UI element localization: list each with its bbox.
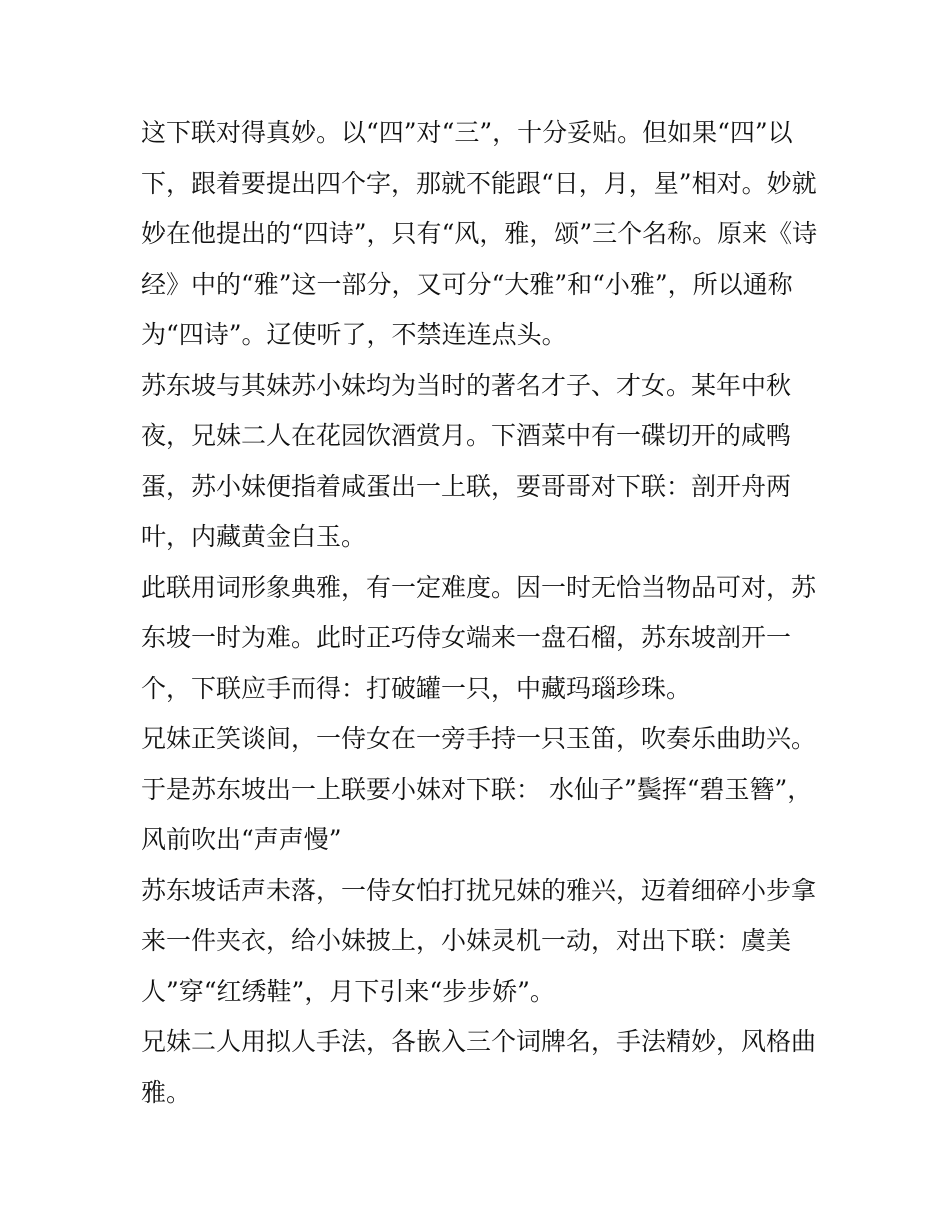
text-line: 兄妹二人用拟人手法，各嵌入三个词牌名，手法精妙，风格曲: [141, 1027, 817, 1056]
text-line: 风前吹出“声声慢”: [141, 825, 342, 854]
text-line: 东坡一时为难。此时正巧侍女端来一盘石榴，苏东坡剖开一: [141, 623, 792, 652]
text-line: 下，跟着要提出四个字，那就不能跟“日，月，星”相对。妙就: [141, 168, 817, 198]
text-line: 人”穿“红绣鞋”，月下引来“步步娇”。: [141, 976, 555, 1006]
body-text: [141, 108, 821, 1118]
text-line: 来一件夹衣，给小妹披上，小妹灵机一动，对出下联：虞美: [141, 926, 792, 955]
text-line: 兄妹正笑谈间，一侍女在一旁手持一只玉笛，吹奏乐曲助兴。: [141, 724, 817, 753]
text-line: 为“四诗”。辽使听了，不禁连连点头。: [141, 320, 567, 349]
text-line: 苏东坡话声未落，一侍女怕打扰兄妹的雅兴，迈着细碎小步拿: [141, 875, 817, 905]
text-line: 个，下联应手而得：打破罐一只，中藏玛瑙珍珠。: [141, 673, 692, 703]
text-line: 苏东坡与其妹苏小妹均为当时的著名才子、才女。某年中秋: [141, 370, 792, 400]
text-line: 夜，兄妹二人在花园饮酒赏月。下酒菜中有一碟切开的咸鸭: [141, 421, 792, 450]
text-line: 于是苏东坡出一上联要小妹对下联： 水仙子”鬓挥“碧玉簪”，: [141, 774, 813, 804]
text-line: 叶，内藏黄金白玉。: [141, 522, 367, 551]
text-line: 这下联对得真妙。以“四”对“三”，十分妥贴。但如果“四”以: [141, 118, 793, 147]
text-line: 经》中的“雅”这一部分，又可分“大雅”和“小雅”，所以通称: [141, 269, 793, 299]
text-line: 蛋，苏小妹便指着咸蛋出一上联，要哥哥对下联：剖开舟两: [141, 471, 792, 501]
text-line: 雅。: [141, 1077, 192, 1107]
text-line: 妙在他提出的“四诗”，只有“风，雅，颂”三个名称。原来《诗: [141, 219, 818, 248]
text-line: 此联用词形象典雅，有一定难度。因一时无恰当物品可对，苏: [141, 572, 817, 602]
